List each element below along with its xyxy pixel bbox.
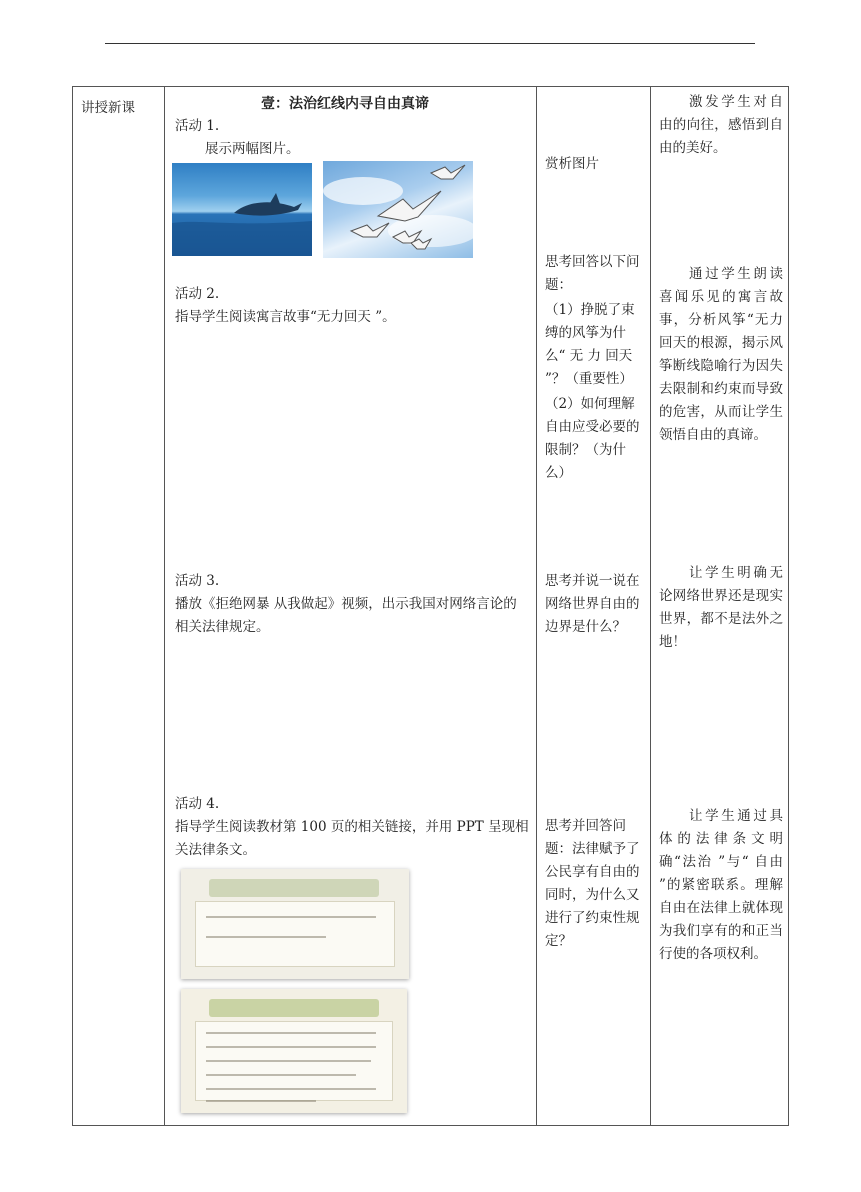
activity-3-desc: 播放《拒绝网暴 从我做起》视频，出示我国对网络言论的相关法律规定。	[175, 596, 517, 635]
activity-1	[175, 115, 530, 161]
law-excerpt-image-1	[181, 869, 409, 979]
activity-2	[175, 283, 530, 329]
activity-4	[175, 793, 530, 862]
activity-4-desc: 指导学生阅读教材第 100 页的相关链接，并用 PPT 呈现相关法律条文。	[175, 819, 529, 858]
column-divider	[536, 87, 537, 1125]
law-excerpt-image-2	[181, 989, 407, 1113]
activity-3-student: 思考并说一说在网络世界自由的边界是什么？	[545, 573, 640, 635]
activity-2-name: 活动 2.	[175, 286, 220, 302]
activity-2-purpose: 通过学生朗读喜闻乐见的寓言故事，分析风筝“无力回天的根源，揭示风筝断线隐喻行为因失去限制和约束而导致的危害，从而让学生领悟自由的真谛。	[659, 266, 783, 443]
dolphin-image	[172, 163, 312, 256]
activity-2-student	[545, 251, 645, 485]
activity-1-desc: 展示两幅图片。	[205, 141, 300, 157]
column-divider	[164, 87, 165, 1125]
activity-4-name: 活动 4.	[175, 796, 220, 812]
header-rule	[105, 43, 755, 44]
activity-3-purpose: 让学生明确无论网络世界还是现实世界，都不是法外之地！	[659, 565, 783, 650]
activity-3	[175, 570, 530, 639]
activity-2-desc: 指导学生阅读寓言故事“无力回天 ”。	[175, 309, 396, 325]
activity-2-question-1: （1）挣脱了束缚的风筝为什么“ 无 力 回天 ”？（重要性）	[545, 302, 635, 387]
activity-4-purpose: 让学生通过具体的法律条文明确“法治 ”与“ 自由 ”的紧密联系。理解自由在法律上就体现为我们享有的和正当行使的各项权利。	[659, 808, 783, 962]
lesson-table	[72, 86, 789, 1126]
activity-3-name: 活动 3.	[175, 573, 220, 589]
column-divider	[650, 87, 651, 1125]
section-title: 壹：法治红线内寻自由真谛	[261, 96, 429, 112]
section-label: 讲授新课	[81, 100, 135, 116]
activity-1-student: 赏析图片	[545, 156, 599, 172]
activity-1-name: 活动 1.	[175, 118, 220, 134]
activity-2-student-intro: 思考回答以下问题：	[545, 254, 640, 293]
seagulls-image	[323, 161, 473, 258]
activity-4-student: 思考并回答问题：法律赋予了公民享有自由的同时，为什么又进行了约束性规定？	[545, 818, 640, 949]
activity-1-purpose: 激发学生对自由的向往，感悟到自由的美好。	[659, 94, 783, 156]
activity-2-question-2: （2）如何理解自由应受必要的限制？（为什么）	[545, 396, 640, 481]
